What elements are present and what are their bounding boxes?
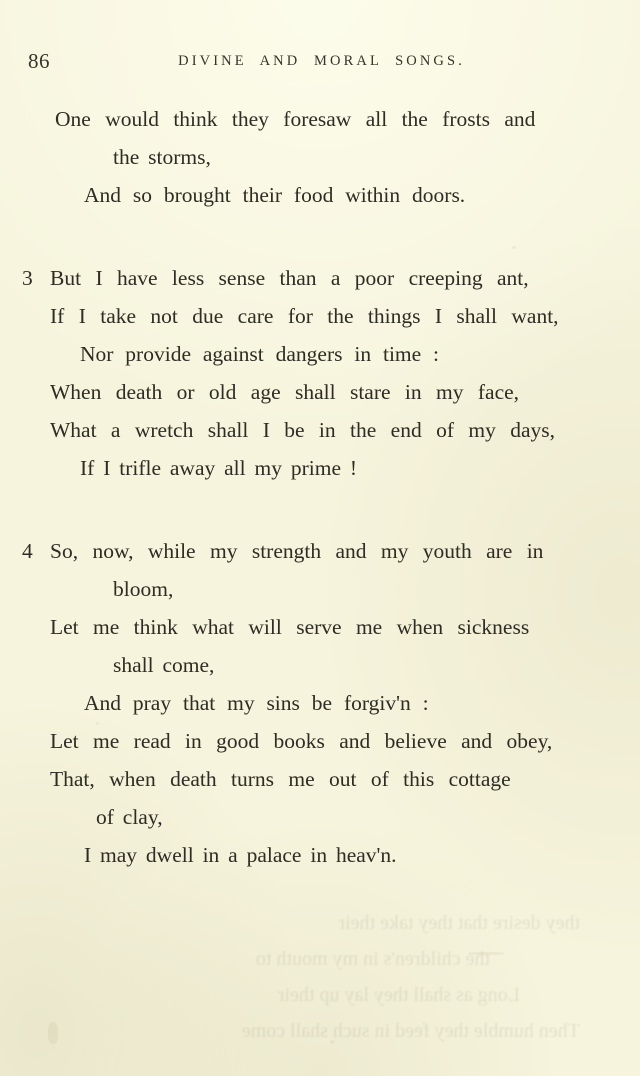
poem-line [0, 176, 640, 214]
stanza [0, 100, 640, 214]
poem-line [0, 798, 640, 836]
poem-line-text: If I take not due care for the things I shall want, [50, 304, 559, 328]
poem-line [0, 100, 640, 138]
stanza [0, 532, 640, 874]
poem-line [0, 684, 640, 722]
poem-line-text: And so brought their food within doors. [84, 183, 466, 207]
poem-line [0, 570, 640, 608]
paper-speck [468, 952, 504, 955]
poem-line [0, 373, 640, 411]
poem-line [0, 138, 640, 176]
running-head [0, 48, 640, 74]
poem-line-text: Nor provide against dangers in time : [80, 342, 440, 366]
poem-line-text: And pray that my sins be forgiv'n : [84, 691, 429, 715]
poem-line-text: Let me read in good books and believe and obey, [50, 729, 553, 753]
poem-line [0, 259, 640, 297]
poem-line-text: When death or old age shall stare in my face, [50, 380, 520, 404]
show-through-text [0, 905, 640, 1065]
poem-line-text: I may dwell in a palace in heav'n. [84, 843, 397, 867]
page-number: 86 [28, 49, 50, 73]
show-through-line: Then humble they feed in such shall come [241, 1020, 580, 1042]
poem-line-text: So, now, while my strength and my youth are in [50, 539, 544, 563]
poem-line [0, 411, 640, 449]
poem-line [0, 760, 640, 798]
poem-line [0, 532, 640, 570]
poem-body [0, 100, 640, 874]
poem-line-text: of clay, [96, 805, 163, 829]
verse-number: 4 [22, 539, 33, 563]
paper-speck [48, 1022, 58, 1044]
poem-line-text: What a wretch shall I be in the end of my days, [50, 418, 555, 442]
poem-line-text: bloom, [113, 577, 174, 601]
show-through-line: the children's in my mouth to [255, 948, 490, 970]
poem-line-text: That, when death turns me out of this cottage [50, 767, 511, 791]
poem-line-text: One would think they foresaw all the frosts and [55, 107, 536, 131]
poem-line [0, 646, 640, 684]
poem-line-text: shall come, [113, 653, 215, 677]
show-through-line: Long as shall they lay up their [277, 984, 520, 1006]
poem-line [0, 297, 640, 335]
poem-line-text: If I trifle away all my prime ! [80, 456, 358, 480]
poem-line-text: the storms, [113, 145, 211, 169]
poem-line [0, 608, 640, 646]
running-head-title: DIVINE AND MORAL SONGS. [178, 53, 465, 69]
verse-number: 3 [22, 266, 33, 290]
poem-line [0, 722, 640, 760]
poem-line-text: But I have less sense than a poor creeping ant, [50, 266, 529, 290]
poem-line-text: Let me think what will serve me when sickness [50, 615, 530, 639]
poem-line [0, 449, 640, 487]
stanza [0, 259, 640, 487]
show-through-line: they desire that they take their [338, 912, 580, 934]
poem-line [0, 335, 640, 373]
paper-speck [330, 1040, 335, 1044]
poem-line [0, 836, 640, 874]
